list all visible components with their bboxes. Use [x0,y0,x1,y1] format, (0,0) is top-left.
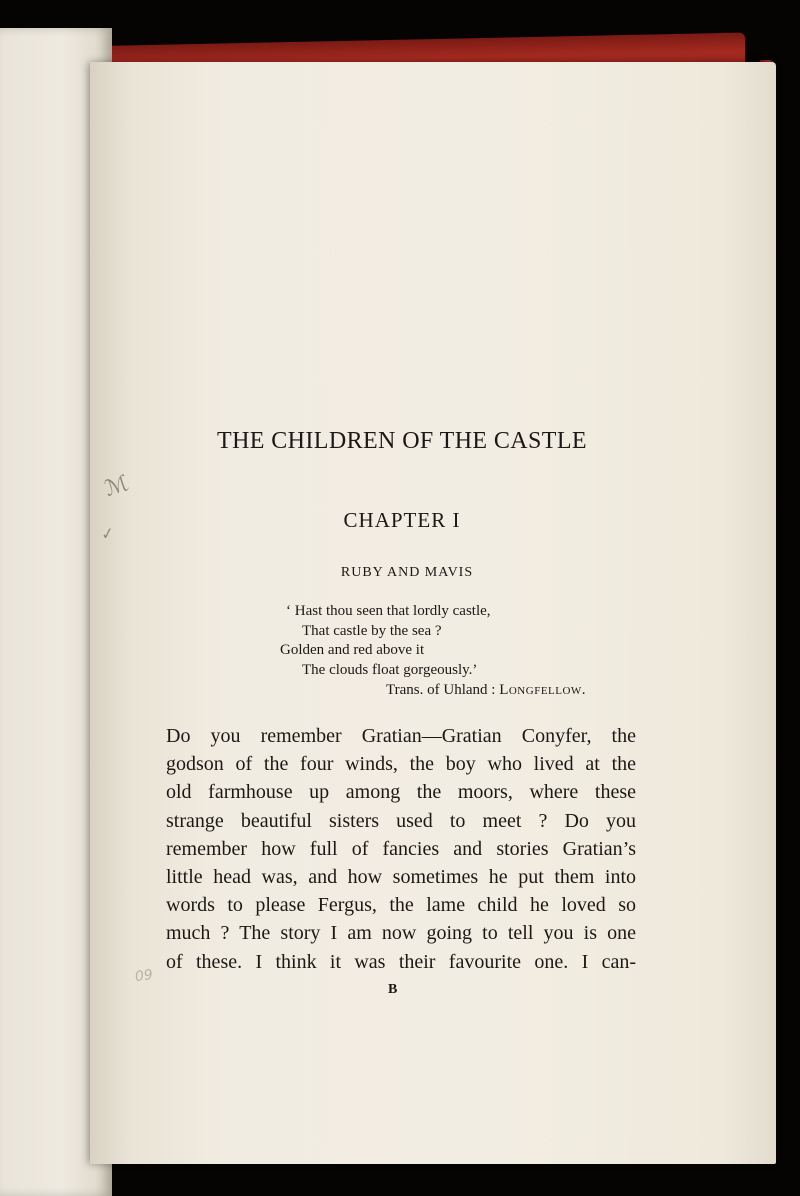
book-title: THE CHILDREN OF THE CASTLE [217,428,587,454]
body-line: of these. I think it was their favourite one. I can- [166,950,636,973]
right-page [90,62,776,1164]
body-line: much ? The story I am now going to tell you is one [166,922,636,945]
body-line: old farmhouse up among the moors, where these [166,781,636,804]
chapter-heading: CHAPTER I [343,508,461,532]
body-line: strange beautiful sisters used to meet ? Do you [166,809,636,832]
body-line: godson of the four winds, the boy who lived at the [166,753,636,776]
body-line: little head was, and how sometimes he put them into [166,866,636,889]
body-paragraph [166,722,636,976]
epigraph-line: Golden and red above it [280,642,425,658]
epigraph-attribution [386,682,586,699]
epigraph-line: The clouds float gorgeously.’ [302,661,478,678]
epigraph-line: ‘ Hast thou seen that lordly castle, [286,603,491,619]
epigraph [280,602,640,680]
epigraph-line: That castle by the sea ? [302,622,442,639]
pencil-annotation: ✓ [99,522,116,545]
body-line: words to please Fergus, the lame child he loved so [166,894,636,917]
signature-mark: B [388,982,398,997]
chapter-title: RUBY AND MAVIS [340,565,474,580]
body-line: remember how full of fancies and stories Gratian’s [166,837,636,860]
attribution-source: Trans. of Uhland : [386,682,496,698]
attribution-author: Longfellow. [499,682,587,698]
pencil-annotation: 09 [133,966,154,986]
pencil-annotation: ℳ [101,470,132,503]
body-line: Do you remember Gratian—Gratian Conyfer, the [166,725,636,747]
